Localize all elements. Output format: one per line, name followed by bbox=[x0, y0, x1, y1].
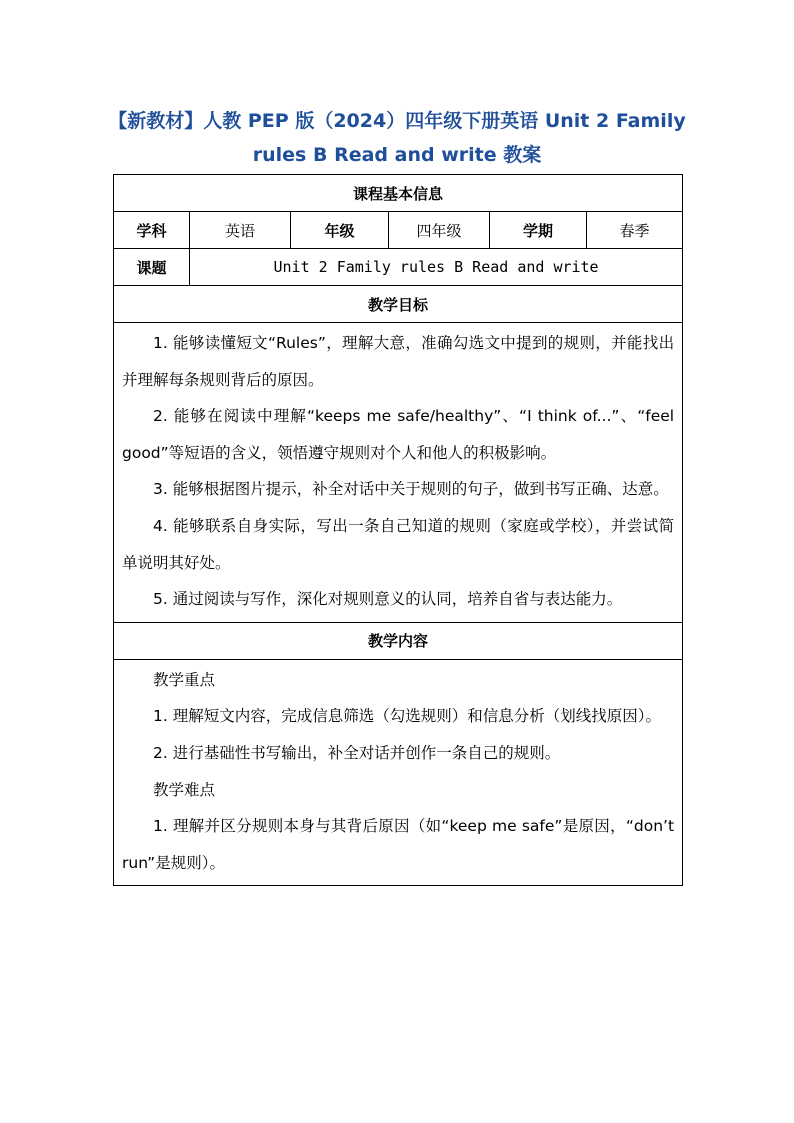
title-line-2: rules B Read and write 教案 bbox=[252, 144, 542, 166]
content-body bbox=[114, 659, 683, 886]
term-label: 学期 bbox=[490, 212, 587, 249]
objectives-heading: 教学目标 bbox=[114, 286, 683, 323]
term-value: 春季 bbox=[587, 212, 683, 249]
key-points-label: 教学重点 bbox=[153, 670, 216, 689]
objective-item: 5. 通过阅读与写作，深化对规则意义的认同，培养自省与表达能力。 bbox=[153, 590, 623, 609]
subject-value: 英语 bbox=[190, 212, 291, 249]
grade-label: 年级 bbox=[291, 212, 389, 249]
grade-value: 四年级 bbox=[389, 212, 490, 249]
subject-label: 学科 bbox=[114, 212, 190, 249]
title-line-1: 【新教材】人教 PEP 版（2024）四年级下册英语 Unit 2 Family bbox=[108, 110, 686, 132]
lesson-plan-table bbox=[113, 174, 683, 886]
objective-item: 1. 能够读懂短文“Rules”，理解大意，准确勾选文中提到的规则，并能找出并理解每条规则背后的原因。 bbox=[122, 334, 675, 389]
key-point-item: 1. 理解短文内容，完成信息筛选（勾选规则）和信息分析（划线找原因）。 bbox=[153, 707, 661, 726]
key-point-item: 2. 进行基础性书写输出，补全对话并创作一条自己的规则。 bbox=[153, 743, 561, 762]
document-title bbox=[100, 104, 694, 172]
objective-item: 2. 能够在阅读中理解“keeps me safe/healthy”、“I think of...”、“feel good”等短语的含义，领悟遵守规则对个人和他人的积极影响。 bbox=[122, 407, 675, 462]
topic-value: Unit 2 Family rules B Read and write bbox=[190, 249, 683, 286]
difficulties-label: 教学难点 bbox=[153, 780, 216, 799]
objective-item: 3. 能够根据图片提示，补全对话中关于规则的句子，做到书写正确、达意。 bbox=[153, 480, 669, 499]
topic-label: 课题 bbox=[114, 249, 190, 286]
objective-item: 4. 能够联系自身实际，写出一条自己知道的规则（家庭或学校），并尝试简单说明其好处。 bbox=[122, 516, 675, 572]
difficulty-item: 1. 理解并区分规则本身与其背后原因（如“keep me safe”是原因，“don’t run”是规则）。 bbox=[122, 817, 675, 872]
basic-info-heading: 课程基本信息 bbox=[114, 175, 683, 212]
content-heading: 教学内容 bbox=[114, 622, 683, 659]
objectives-body bbox=[114, 323, 683, 623]
